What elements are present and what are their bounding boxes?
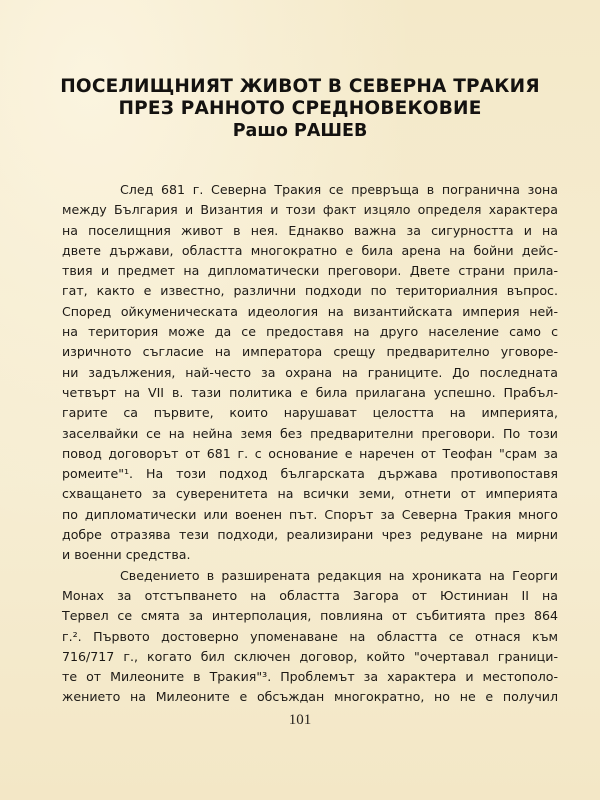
text-line: гарите са първите, които нарушават целостта на империята,: [62, 405, 558, 421]
text-line: четвърт на VII в. тази политика е била прилагана успешно. Прабъл-: [62, 384, 558, 400]
text-line: Монах за отстъпването на областта Загора от Юстиниан II на: [62, 587, 558, 603]
article-title-line-1: ПОСЕЛИЩНИЯТ ЖИВОТ В СЕВЕРНА ТРАКИЯ: [60, 76, 540, 97]
text-line: между България и Византия и този факт изцяло определя характера: [62, 202, 558, 218]
text-line: повод договорът от 681 г. с основание е наречен от Теофан "срам за: [62, 445, 558, 461]
page-number: 101: [288, 712, 312, 728]
text-line: на поселищния живот в нея. Еднакво важна за сигурността и на: [62, 222, 558, 238]
text-line: заселвайки се на нейна земя без предварителни преговори. По този: [62, 425, 558, 441]
article-title-line-2: ПРЕЗ РАННОТО СРЕДНОВЕКОВИЕ: [118, 98, 482, 119]
text-line: 716/717 г., когато бил сключен договор, който "очертавал граници-: [62, 648, 558, 664]
text-line: добре отразява тези подходи, реализирани чрез редуване на мирни: [62, 527, 558, 543]
text-line: те от Милеоните в Тракия"³. Проблемът за характера и местополо-: [62, 669, 558, 685]
article-body: [62, 180, 558, 708]
text-line: гат, както е известно, различни подходи по териториалния въпрос.: [62, 283, 558, 299]
text-line: След 681 г. Северна Тракия се превръща в погранична зона: [120, 182, 558, 197]
text-line: ни задължения, най-често за охрана на границите. До последната: [62, 364, 558, 380]
text-line: двете държави, областта многократно е била арена на бойни дейс-: [62, 242, 558, 258]
text-line: ромеите"¹. На този подход българската държава противопоставя: [62, 466, 558, 482]
text-line: Според ойкуменическата идеология на византийската империя ней-: [62, 303, 558, 319]
text-line: Сведението в разширената редакция на хрониката на Георги: [120, 567, 558, 583]
article-heading: [40, 76, 560, 142]
text-line: жението на Милеоните е обсъждан многократно, но не е получил: [62, 689, 558, 705]
text-line: изричното съгласие на императора срещу предварително уговоре-: [62, 344, 558, 360]
text-line: и военни средства.: [62, 547, 191, 563]
text-line: схващането за суверенитета на всички земи, отнети от империята: [62, 486, 558, 502]
text-line: на територия може да се предоставя на друго население само с: [62, 324, 558, 340]
text-line: г.². Първото достоверно упоменаване на областта се отнася към: [62, 628, 558, 644]
paragraph-2: [62, 566, 558, 708]
text-line: твия и предмет на дипломатически преговори. Двете страни прила-: [62, 263, 558, 279]
text-line: по дипломатически или военен път. Спорът за Северна Тракия много: [62, 506, 558, 522]
text-line: Тервел се смята за интерполация, повлияна от събитията през 864: [62, 608, 558, 624]
article-author: Рашо РАШЕВ: [232, 121, 368, 141]
paragraph-1: [62, 180, 558, 566]
